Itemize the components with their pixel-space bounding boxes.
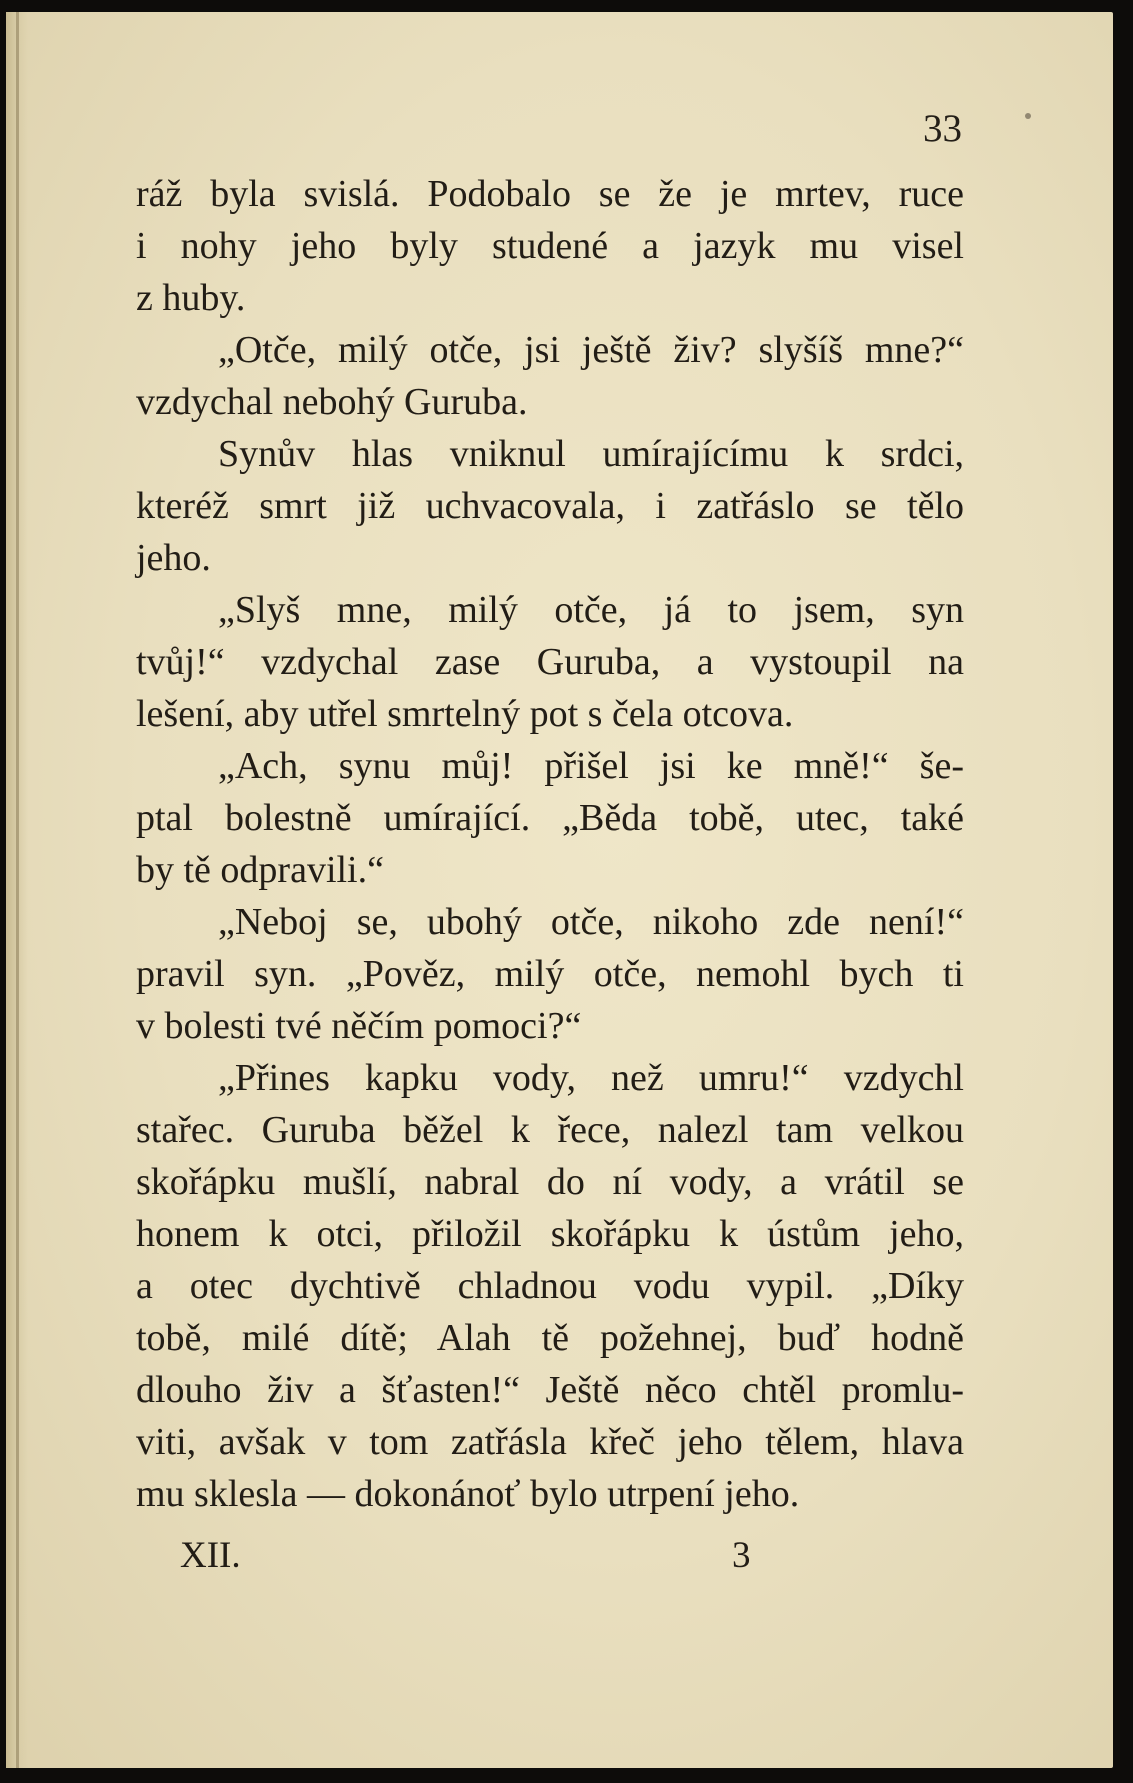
text-line: lešení, aby utřel smrtelný pot s čela otcova.	[136, 693, 794, 735]
text-line: pravil syn. „Pověz, milý otče, nemohl bych ti	[136, 953, 964, 995]
paper-speck	[1025, 113, 1031, 119]
text-line: kteréž smrt již uchvacovala, i zatřáslo se tělo	[136, 485, 964, 527]
text-line: v bolesti tvé něčím pomoci?“	[136, 1005, 582, 1047]
text-line: „Otče, milý otče, jsi ještě živ? slyšíš mne?“	[218, 329, 964, 371]
page-footer	[136, 1530, 964, 1582]
text-line: by tě odpravili.“	[136, 849, 384, 891]
text-line: tobě, milé dítě; Alah tě požehnej, buď hodně	[136, 1317, 964, 1359]
text-line: ráž byla svislá. Podobalo se že je mrtev, ruce	[136, 173, 964, 215]
binding-edge-line	[16, 12, 19, 1768]
text-line: ptal bolestně umírající. „Běda tobě, utec, také	[136, 797, 964, 839]
text-line: skořápku mušlí, nabral do ní vody, a vrátil se	[136, 1161, 964, 1203]
body-text	[136, 168, 964, 1520]
text-line: dlouho živ a šťasten!“ Ještě něco chtěl promlu-	[136, 1369, 964, 1411]
text-line: honem k otci, přiložil skořápku k ústům jeho,	[136, 1213, 964, 1255]
signature-mark: XII.	[180, 1535, 241, 1576]
text-line: jeho.	[136, 537, 211, 579]
text-line: viti, avšak v tom zatřásla křeč jeho tělem, hlava	[136, 1421, 964, 1463]
text-line: „Neboj se, ubohý otče, nikoho zde není!“	[218, 901, 964, 943]
sheet-number: 3	[732, 1535, 751, 1576]
text-line: „Slyš mne, milý otče, já to jsem, syn	[218, 589, 964, 631]
text-line: i nohy jeho byly studené a jazyk mu visel	[136, 225, 964, 267]
text-line: „Ach, synu můj! přišel jsi ke mně!“ še-	[218, 745, 964, 787]
page-number: 33	[923, 107, 962, 150]
text-line: „Přines kapku vody, než umru!“ vzdychl	[218, 1057, 964, 1099]
text-line: a otec dychtivě chladnou vodu vypil. „Díky	[136, 1265, 964, 1307]
text-line: vzdychal nebohý Guruba.	[136, 381, 528, 423]
text-line: stařec. Guruba běžel k řece, nalezl tam velkou	[136, 1109, 964, 1151]
text-line: tvůj!“ vzdychal zase Guruba, a vystoupil na	[136, 641, 964, 683]
text-line: Synův hlas vniknul umírajícímu k srdci,	[218, 433, 964, 475]
text-line: z huby.	[136, 277, 246, 319]
text-line: mu sklesla — dokonánoť bylo utrpení jeho.	[136, 1473, 800, 1515]
